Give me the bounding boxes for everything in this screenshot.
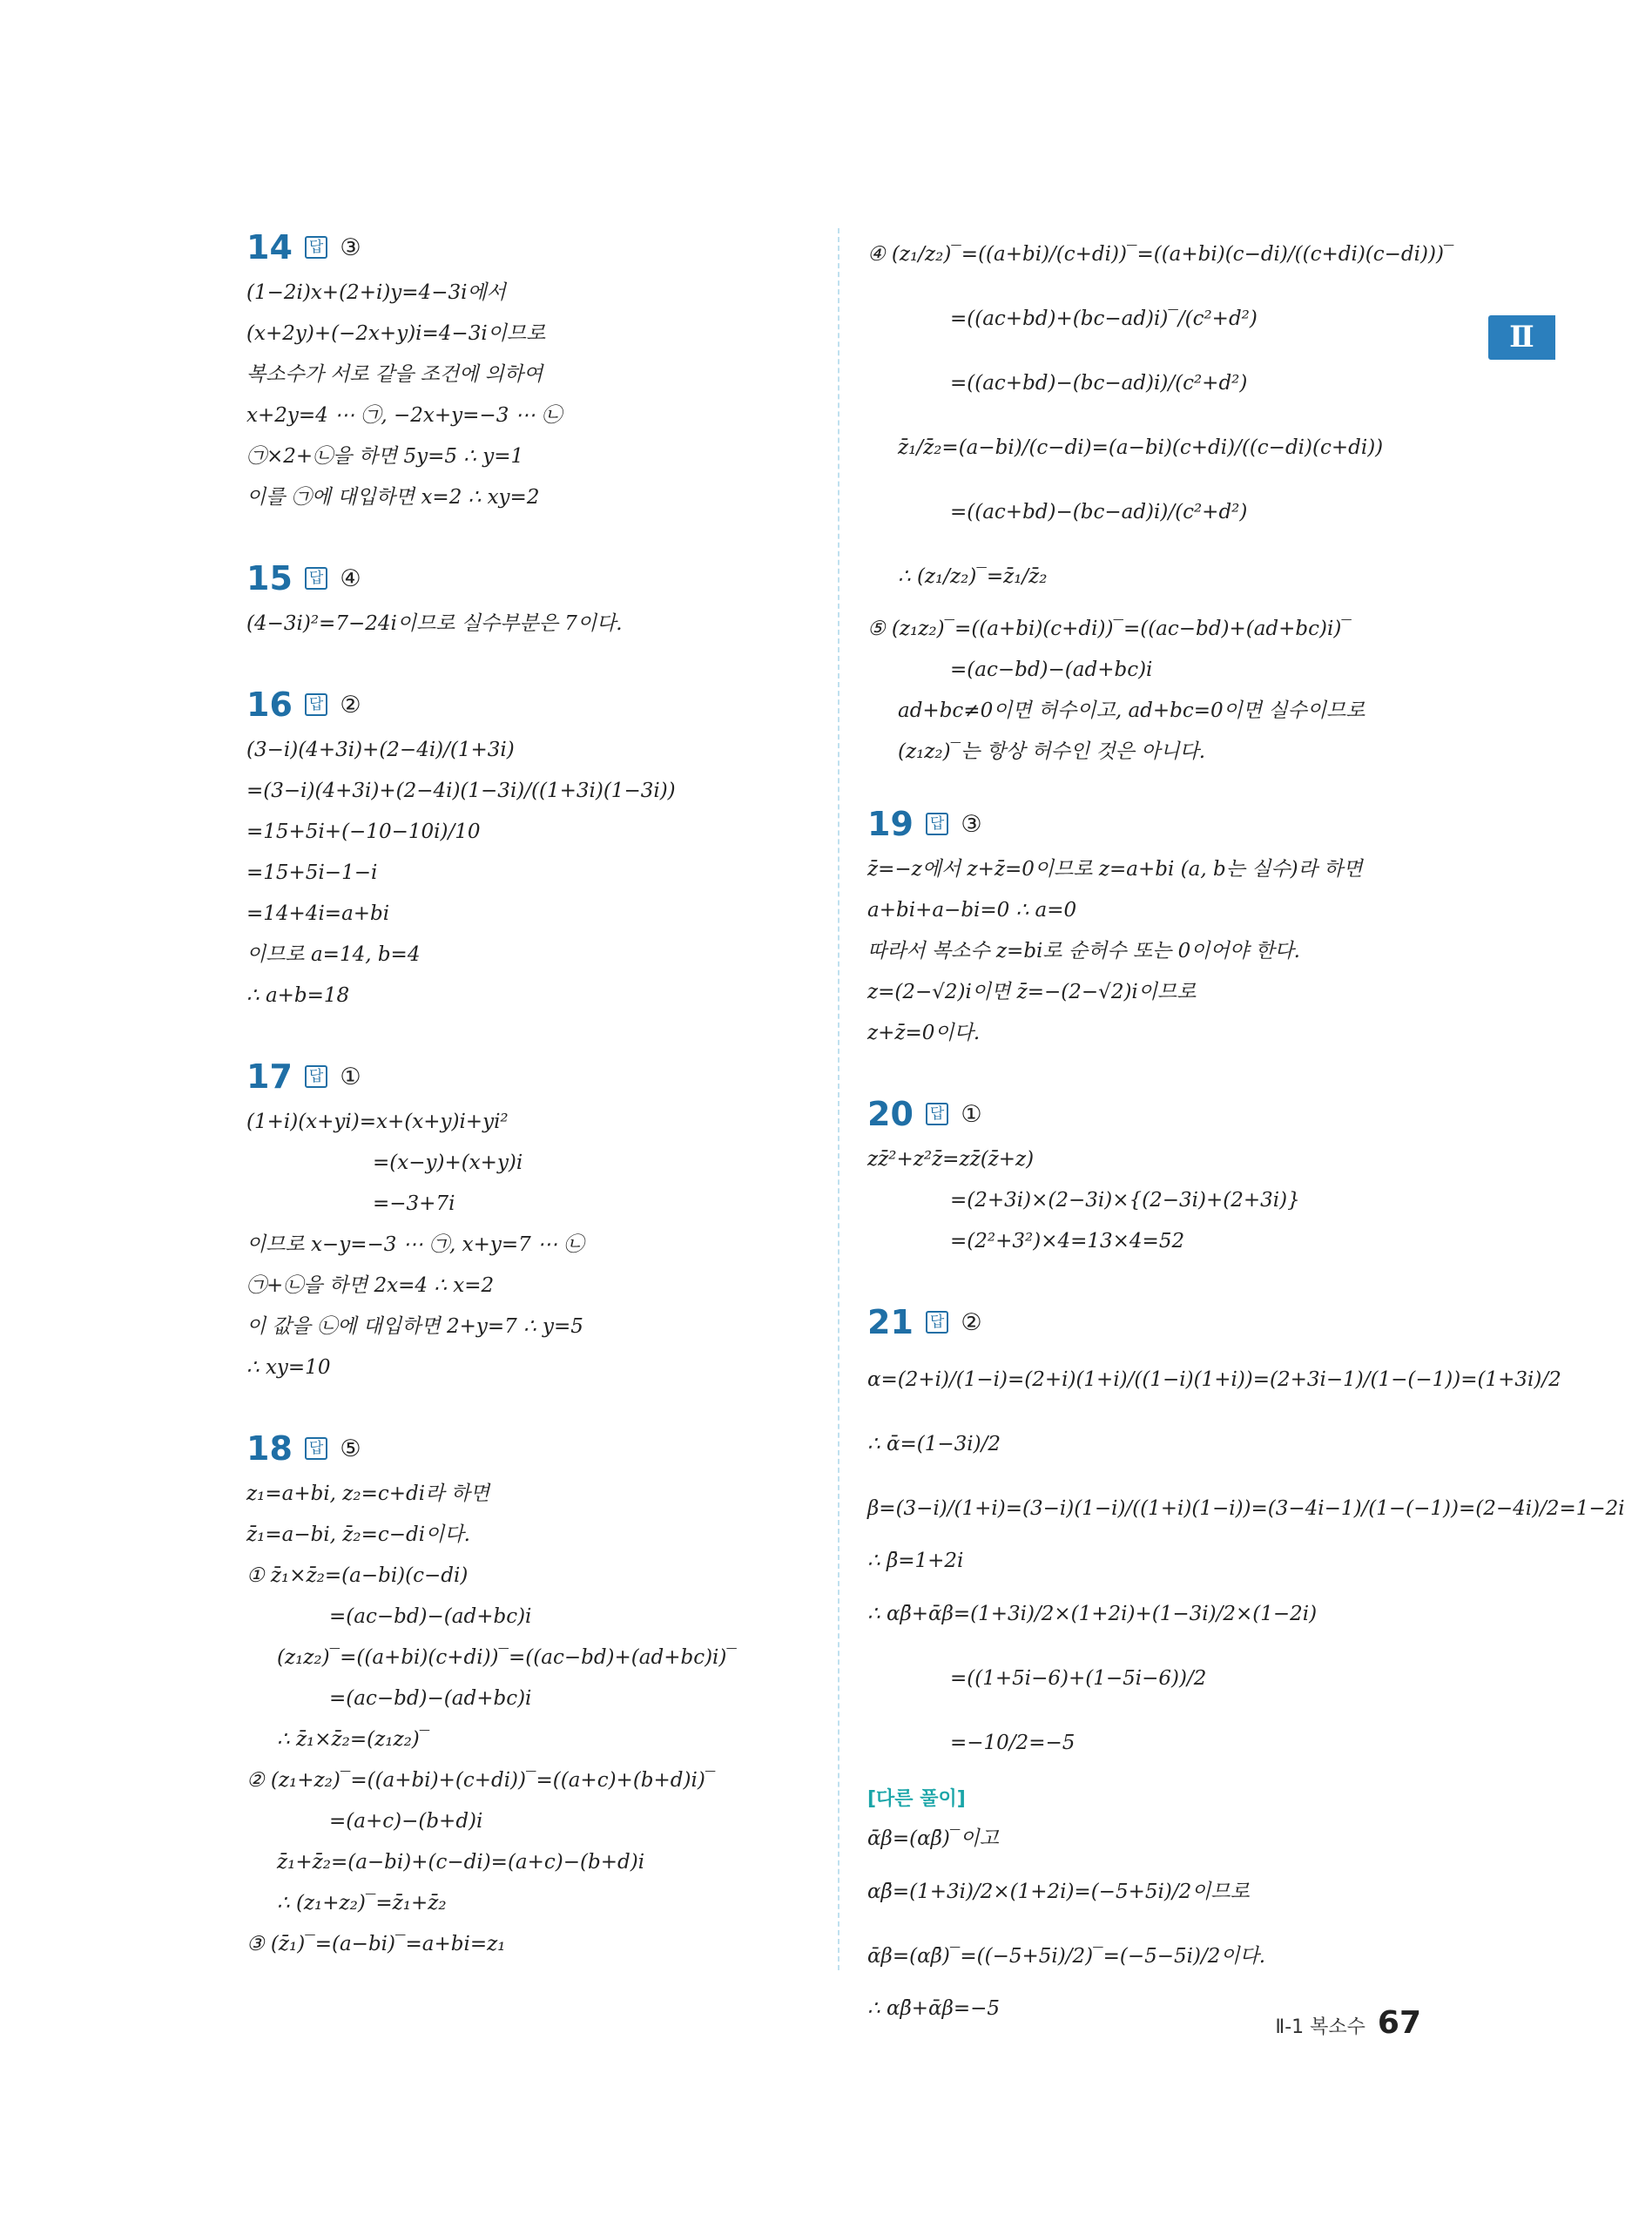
solution-line: ∴ (z₁+z₂)‾=z̄₁+z̄₂ [277, 1892, 447, 1914]
solution-line: 이므로 x−y=−3 ⋯ ㉠, x+y=7 ⋯ ㉡ [246, 1233, 584, 1256]
problem-number: 18 [246, 1429, 293, 1468]
solution-line: =(2²+3²)×4=13×4=52 [950, 1230, 1185, 1253]
solution-line: =−3+7i [373, 1192, 455, 1215]
solution-line: =(x−y)+(x+y)i [373, 1151, 523, 1174]
answer-badge: 답 [305, 1437, 327, 1460]
solution-line: =−10/2=−5 [950, 1732, 1075, 1754]
solution-line: =(ac−bd)−(ad+bc)i [329, 1605, 532, 1628]
solution-line: ∴ xy=10 [246, 1356, 331, 1379]
answer-choice: ② [340, 691, 361, 719]
solution-line: 복소수가 서로 같을 조건에 의하여 [246, 363, 543, 386]
solution-line: =(a+c)−(b+d)i [329, 1810, 483, 1833]
answer-choice: ④ [340, 564, 361, 592]
solution-line: ⑤ (z₁z₂)‾=((a+bi)(c+di))‾=((ac−bd)+(ad+bc)i)‾ [867, 618, 1352, 640]
chapter-tab: Ⅱ [1488, 315, 1555, 360]
solution-line: ∴ a+b=18 [246, 984, 350, 1007]
problem-header [867, 799, 1477, 849]
section-title: Ⅱ-1 복소수 [1275, 2016, 1365, 2038]
solution-line: =((1+5i−6)+(1−5i−6))/2 [950, 1667, 1207, 1690]
solution-line: ② (z₁+z₂)‾=((a+bi)+(c+di))‾=((a+c)+(b+d)i)‾ [246, 1769, 716, 1792]
problem-number: 14 [246, 228, 293, 267]
answer-badge: 답 [305, 693, 327, 716]
problem-number: 15 [246, 559, 293, 598]
problem-21 [867, 1297, 1625, 2029]
solution-line: ∴ z̄₁×z̄₂=(z₁z₂)‾ [277, 1728, 430, 1751]
problem-18-continued [867, 222, 1477, 773]
left-column [246, 222, 821, 2000]
solution-line: ③ (z̄₁)‾=(a−bi)‾=a+bi=z₁ [246, 1933, 506, 1955]
solution-line: (4−3i)²=7−24i이므로 실수부분은 7이다. [246, 612, 623, 635]
solution-line: z+z̄=0이다. [867, 1022, 981, 1044]
solution-line: =(ac−bd)−(ad+bc)i [950, 658, 1153, 681]
solution-line: =15+5i−1−i [246, 861, 378, 884]
solution-line: (1+i)(x+yi)=x+(x+y)i+yi² [246, 1111, 509, 1133]
solution-line: ᾱβ=(αβ̄)‾이고 [867, 1827, 999, 1850]
solution-line: ∴ αβ̄+ᾱβ=−5 [867, 1997, 1001, 2020]
problem-header [867, 1297, 1477, 1347]
problem-17 [246, 1051, 821, 1388]
answer-badge: 답 [305, 567, 327, 590]
problem-number: 20 [867, 1095, 914, 1133]
solution-line: (3−i)(4+3i)+(2−4i)/(1+3i) [246, 739, 515, 761]
problem-15 [246, 553, 821, 645]
solution-line: =((ac+bd)−(bc−ad)i)/(c²+d²) [950, 501, 1248, 523]
solution-line: ∴ αβ̄+ᾱβ=(1+3i)/2×(1+2i)+(1−3i)/2×(1−2i) [867, 1603, 1318, 1625]
answer-badge: 답 [305, 236, 327, 259]
solution-line: z=(2−√2)i이면 z̄=−(2−√2)i이므로 [867, 981, 1197, 1003]
solution-line: ∴ β̄=1+2i [867, 1550, 964, 1572]
problem-header [246, 222, 821, 273]
solution-line: =(2+3i)×(2−3i)×{(2−3i)+(2+3i)} [950, 1189, 1300, 1212]
problem-18 [246, 1423, 821, 1965]
solution-line: z₁=a+bi, z₂=c+di라 하면 [246, 1482, 490, 1505]
solution-line: ᾱβ=(αβ̄)‾=((−5+5i)/2)‾=(−5−5i)/2이다. [867, 1945, 1266, 1968]
solution-line: 이 값을 ㉡에 대입하면 2+y=7 ∴ y=5 [246, 1315, 583, 1338]
problem-14 [246, 222, 821, 518]
solution-line: 이므로 a=14, b=4 [246, 943, 421, 966]
solution-line: =(3−i)(4+3i)+(2−4i)(1−3i)/((1+3i)(1−3i)) [246, 780, 676, 802]
solution-line: (z₁z₂)‾=((a+bi)(c+di))‾=((ac−bd)+(ad+bc)i)‾ [277, 1646, 737, 1669]
solution-line: α=(2+i)/(1−i)=(2+i)(1+i)/((1−i)(1+i))=(2+3i−1)/(1−(−1))=(1+3i)/2 [867, 1368, 1561, 1391]
problem-header [246, 553, 821, 604]
alternative-solution-label: [다른 풀이] [867, 1788, 966, 1810]
solution-line: ④ (z₁/z₂)‾=((a+bi)/(c+di))‾=((a+bi)(c−di)/((c+di)(c−di)))‾ [867, 243, 1454, 266]
solution-line: ㉠+㉡을 하면 2x=4 ∴ x=2 [246, 1274, 495, 1297]
problem-number: 16 [246, 685, 293, 724]
solution-line: a+bi+a−bi=0 ∴ a=0 [867, 899, 1077, 922]
solution-line: 이를 ㉠에 대입하면 x=2 ∴ xy=2 [246, 486, 540, 509]
problem-number: 17 [246, 1057, 293, 1096]
solution-line: β=(3−i)/(1+i)=(3−i)(1−i)/((1+i)(1−i))=(3−4i−1)/(1−(−1))=(2−4i)/2=1−2i [867, 1497, 1625, 1520]
answer-badge: 답 [926, 813, 948, 835]
solution-line: z̄=−z에서 z+z̄=0이므로 z=a+bi (a, b는 실수)라 하면 [867, 858, 1363, 881]
page-number: 67 [1377, 2005, 1421, 2041]
solution-line: =15+5i+(−10−10i)/10 [246, 820, 481, 843]
solution-line: =14+4i=a+bi [246, 902, 390, 925]
solution-line: ㉠×2+㉡을 하면 5y=5 ∴ y=1 [246, 445, 524, 468]
answer-badge: 답 [305, 1065, 327, 1088]
problem-header [246, 1051, 821, 1102]
solution-line: (z₁z₂)‾는 항상 허수인 것은 아니다. [898, 740, 1206, 763]
problem-header [867, 1089, 1477, 1139]
solution-line: =((ac+bd)+(bc−ad)i)‾/(c²+d²) [950, 307, 1258, 330]
solution-line: ① z̄₁×z̄₂=(a−bi)(c−di) [246, 1564, 469, 1587]
solution-line: ad+bc≠0이면 허수이고, ad+bc=0이면 실수이므로 [898, 699, 1365, 722]
solution-line: (x+2y)+(−2x+y)i=4−3i이므로 [246, 322, 546, 345]
column-divider [838, 228, 839, 1970]
solution-line: αβ̄=(1+3i)/2×(1+2i)=(−5+5i)/2이므로 [867, 1881, 1250, 1903]
solution-line: =((ac+bd)−(bc−ad)i)/(c²+d²) [950, 372, 1248, 395]
solution-line: =(ac−bd)−(ad+bc)i [329, 1687, 532, 1710]
problem-header [246, 1423, 821, 1474]
problem-20 [867, 1089, 1477, 1262]
solution-line: (1−2i)x+(2+i)y=4−3i에서 [246, 281, 506, 304]
problem-16 [246, 679, 821, 1016]
answer-choice: ② [961, 1308, 982, 1336]
answer-badge: 답 [926, 1103, 948, 1125]
solution-line: z̄₁=a−bi, z̄₂=c−di이다. [246, 1523, 470, 1546]
answer-choice: ① [340, 1063, 361, 1091]
solution-line: z̄₁/z̄₂=(a−bi)/(c−di)=(a−bi)(c+di)/((c−di)(c+di)) [898, 436, 1384, 459]
problem-19 [867, 799, 1477, 1054]
page-footer [1275, 2005, 1421, 2041]
problem-number: 19 [867, 805, 914, 843]
answer-choice: ① [961, 1100, 982, 1128]
answer-choice: ⑤ [340, 1435, 361, 1462]
solution-line: 따라서 복소수 z=bi로 순허수 또는 0이어야 한다. [867, 940, 1300, 962]
solution-line: ∴ ᾱ=(1−3i)/2 [867, 1433, 1001, 1455]
solution-line: ∴ (z₁/z₂)‾=z̄₁/z̄₂ [898, 565, 1048, 588]
solution-line: x+2y=4 ⋯ ㉠, −2x+y=−3 ⋯ ㉡ [246, 404, 562, 427]
solution-line: z̄₁+z̄₂=(a−bi)+(c−di)=(a+c)−(b+d)i [277, 1851, 645, 1874]
problem-header [246, 679, 821, 730]
answer-choice: ③ [340, 233, 361, 261]
answer-choice: ③ [961, 810, 982, 838]
answer-badge: 답 [926, 1311, 948, 1334]
problem-number: 21 [867, 1303, 914, 1341]
solution-line: zz̄²+z²z̄=zz̄(z̄+z) [867, 1148, 1035, 1171]
